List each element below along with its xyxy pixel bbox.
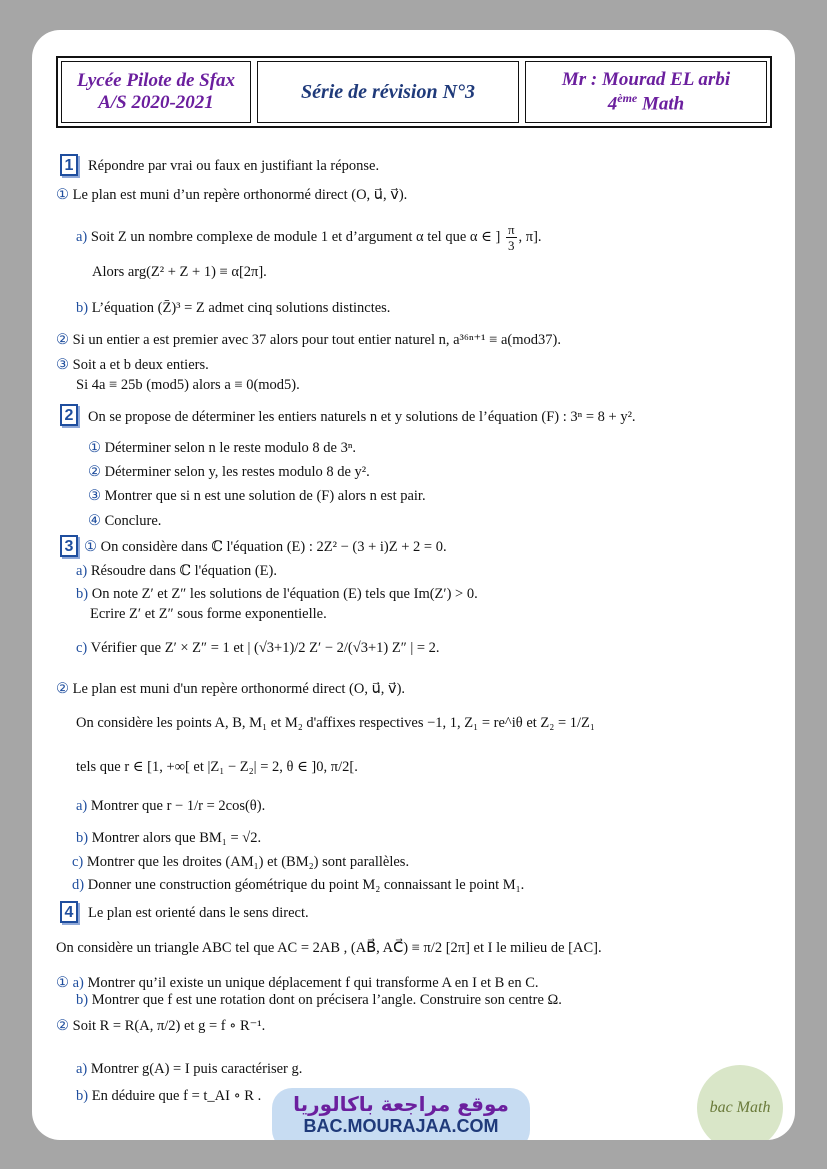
ex3-q1c: c) Vérifier que Z′ × Z″ = 1 et | (√3+1)/2 Z′ − 2/(√3+1) Z″ | = 2. [76,640,440,656]
ex3-q2-points: On considère les points A, B, M₁ et M₂ d'affixes respectives −1, 1, Z₁ = re^iθ et Z₂ = 1/Z₁ [76,715,595,731]
ex3-q2: ② Le plan est muni d'un repère orthonormé direct (O, u⃗, v⃗). [56,681,406,697]
ex3-q1a: a) Résoudre dans ℂ l'équation (E). [76,563,277,579]
header-school [61,61,251,123]
header-title [257,61,519,123]
ex3-q1: ① On considère dans ℂ l'équation (E) : 2Z² − (3 + i)Z + 2 = 0. [84,539,447,555]
ex3-q2c: c) Montrer que les droites (AM₁) et (BM₂) sont parallèles. [72,854,410,870]
ex1-q1: ① Le plan est muni d’un repère orthonormé direct (O, u⃗, v⃗). [56,187,408,203]
class-level: 4ème Math [607,90,685,115]
header-teacher [525,61,767,123]
ex1-q1b: b) L’équation (Z̄)³ = Z admet cinq solutions distinctes. [76,300,391,316]
exercise-4-number: 4 [60,901,78,923]
ex3-q2a: a) Montrer que r − 1/r = 2cos(θ). [76,798,266,814]
ex2-q3: ③ Montrer que si n est une solution de (F) alors n est pair. [88,488,426,504]
site-banner[interactable] [272,1088,530,1140]
teacher-name: Mr : Mourad EL arbi [561,68,731,90]
header-table [56,56,772,128]
ex4-q2a: a) Montrer g(A) = I puis caractériser g. [76,1061,303,1077]
bac-math-logo: bac Math [697,1065,783,1140]
ex2-q2: ② Déterminer selon y, les restes modulo 8 de y². [88,464,370,480]
banner-arabic: موقع مراجعة باكالوريا [293,1092,509,1116]
exercise-3-number: 3 [60,535,78,557]
ex3-q1b-cont: Ecrire Z′ et Z″ sous forme exponentielle. [90,606,327,622]
ex4-q2b: b) En déduire que f = t_AI ∘ R . [76,1088,262,1104]
exercise-1-number: 1 [60,154,78,176]
ex1-q1a: a) Soit Z un nombre complexe de module 1 et d’argument α tel que α ∈ ] $\frac{\pi}{3}$ , π]. [76,222,542,253]
school-year: A/S 2020-2021 [98,92,214,113]
ex1-q3-claim: Si 4a ≡ 25b (mod5) alors a ≡ 0(mod5). [76,377,300,393]
ex3-q2-conditions: tels que r ∈ [1, +∞[ et |Z₁ − Z₂| = 2, θ ∈ ]0, π/2[. [76,759,358,775]
ex3-q2d: d) Donner une construction géométrique du point M₂ connaissant le point M₁. [72,877,525,893]
ex4-q1b: b) Montrer que f est une rotation dont on précisera l’angle. Construire son centre Ω. [76,992,562,1008]
ex4-q2: ② Soit R = R(A, π/2) et g = f ∘ R⁻¹. [56,1018,266,1034]
ex2-q1: ① Déterminer selon n le reste modulo 8 de 3ⁿ. [88,440,357,456]
ex1-instruction: Répondre par vrai ou faux en justifiant la réponse. [88,158,380,174]
ex1-q3: ③ Soit a et b deux entiers. [56,357,209,373]
series-title: Série de révision N°3 [300,80,476,103]
ex3-q2b: b) Montrer alors que BM₁ = √2. [76,830,262,846]
ex2-q4: ④ Conclure. [88,513,162,529]
banner-url[interactable]: BAC.MOURAJAA.COM [303,1116,499,1136]
ex1-q1a-claim: Alors arg(Z² + Z + 1) ≡ α[2π]. [92,264,267,280]
ex2-intro: On se propose de déterminer les entiers naturels n et y solutions de l’équation (F) : 3ⁿ = 8 + y². [88,409,636,425]
ex4-q1a: ① a) Montrer qu’il existe un unique déplacement f qui transforme A en I et B en C. [56,975,539,991]
ex1-q2: ② Si un entier a est premier avec 37 alors pour tout entier naturel n, a³⁶ⁿ⁺¹ ≡ a(mod37). [56,332,561,348]
ex3-q1b: b) On note Z′ et Z″ les solutions de l'équation (E) tels que Im(Z′) > 0. [76,586,478,602]
page [32,30,795,1140]
ex4-intro: Le plan est orienté dans le sens direct. [88,905,309,921]
school-name: Lycée Pilote de Sfax [76,70,236,91]
exercise-2-number: 2 [60,404,78,426]
ex4-statement: On considère un triangle ABC tel que AC = 2AB , (AB⃗, AC⃗) ≡ π/2 [2π] et I le milieu de [AC]. [56,940,602,956]
